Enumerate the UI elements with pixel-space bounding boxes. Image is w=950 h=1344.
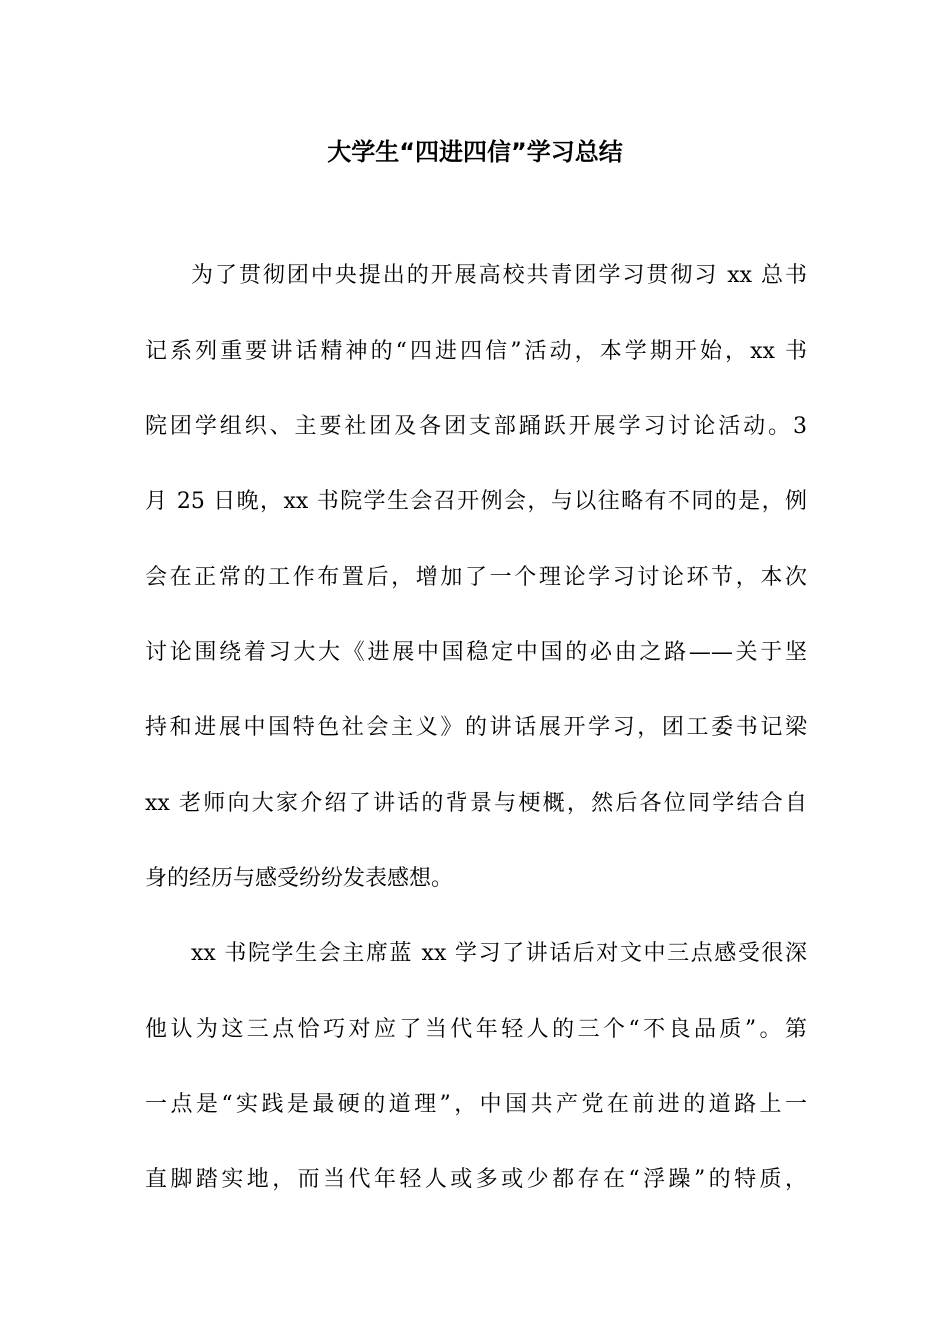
paragraph-1-line-5: 会在正常的工作布置后，增加了一个理论学习讨论环节，本次 <box>145 565 807 590</box>
paragraph-1-line-2: 记系列重要讲话精神的“四进四信”活动，本学期开始，xx 书 <box>145 339 807 364</box>
paragraph-2-line-2: 他认为这三点恰巧对应了当代年轻人的三个“不良品质”。第 <box>145 1017 807 1042</box>
paragraph-1-line-9: 身的经历与感受纷纷发表感想。 <box>145 866 454 891</box>
paragraph-1-line-7: 持和进展中国特色社会主义》的讲话展开学习，团工委书记梁 <box>145 715 807 740</box>
paragraph-1-line-6: 讨论围绕着习大大《进展中国稳定中国的必由之路——关于坚 <box>145 640 807 665</box>
paragraph-2-line-4: 直脚踏实地，而当代年轻人或多或少都存在“浮躁”的特质， <box>145 1167 807 1192</box>
paragraph-1-line-4: 月 25 日晚，xx 书院学生会召开例会，与以往略有不同的是，例 <box>145 489 807 514</box>
paragraph-2-line-1: xx 书院学生会主席蓝 xx 学习了讲话后对文中三点感受很深 <box>191 941 807 966</box>
paragraph-1-line-3: 院团学组织、主要社团及各团支部踊跃开展学习讨论活动。3 <box>145 414 807 439</box>
paragraph-1-line-8: xx 老师向大家介绍了讲话的背景与梗概，然后各位同学结合自 <box>145 791 807 816</box>
paragraph-2-line-3: 一点是“实践是最硬的道理”，中国共产党在前进的道路上一 <box>145 1092 807 1117</box>
paragraph-1-line-1: 为了贯彻团中央提出的开展高校共青团学习贯彻习 xx 总书 <box>191 263 807 288</box>
document-title: 大学生“四进四信”学习总结 <box>327 138 623 166</box>
